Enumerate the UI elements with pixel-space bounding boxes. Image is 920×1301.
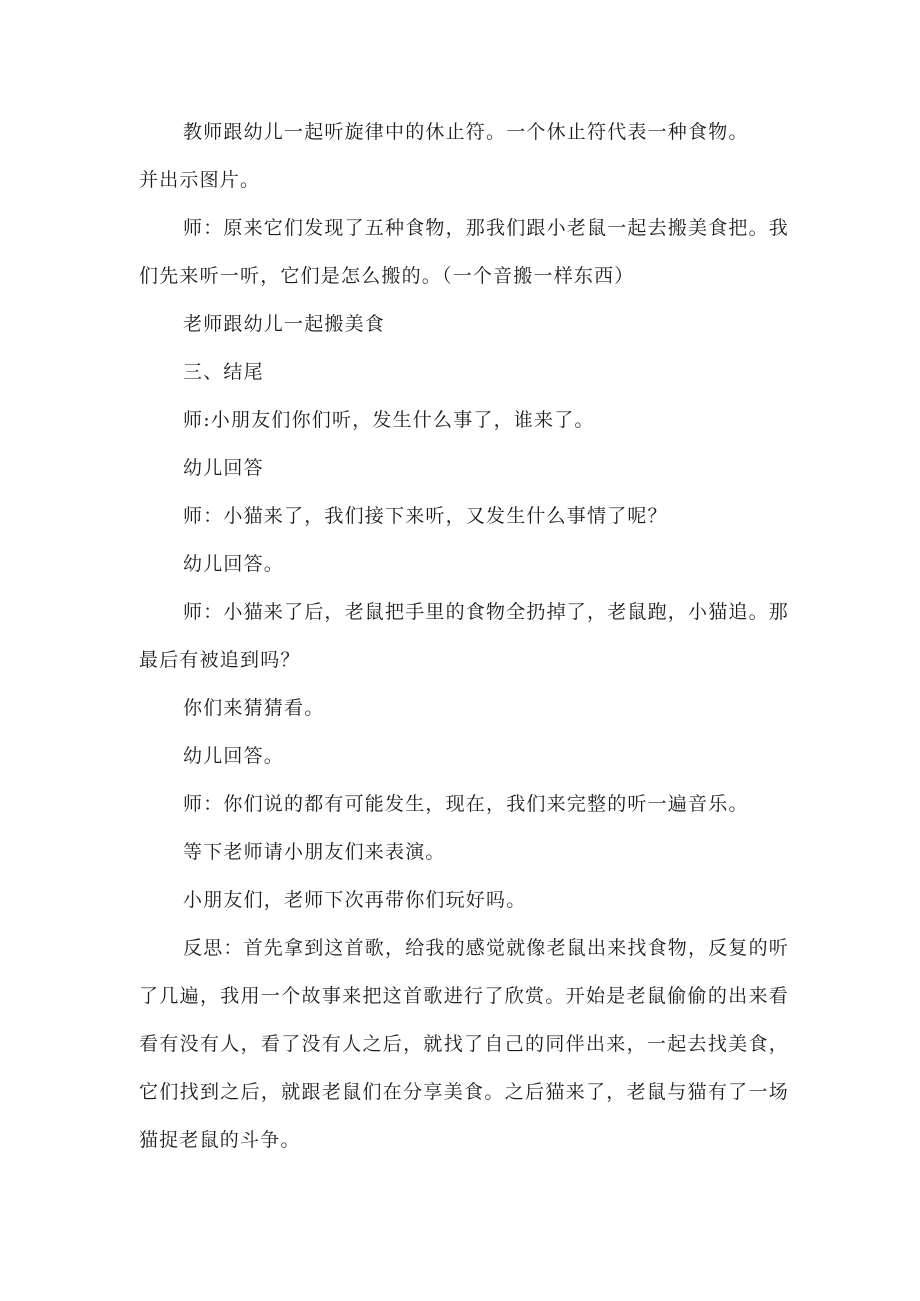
paragraph-12: 幼儿回答。 [183,745,285,767]
document-body [139,108,789,1164]
paragraph-11: 你们来猜猜看。 [183,697,325,719]
paragraph-4: 老师跟幼儿一起搬美食 [183,313,386,335]
paragraph-7: 幼儿回答 [183,457,264,479]
paragraph-15: 小朋友们，老师下次再带你们玩好吗。 [183,889,527,911]
paragraph-3: 师：原来它们发现了五种食物，那我们跟小老鼠一起去搬美食把。我们先来听一听，它们是怎么搬的。（一个音搬一样东西） [139,217,790,287]
paragraph-9: 幼儿回答。 [183,553,285,575]
paragraph-14: 等下老师请小朋友们来表演。 [183,841,446,863]
paragraph-1: 教师跟幼儿一起听旋律中的休止符。一个休止符代表一种食物。 [183,121,749,143]
paragraph-8: 师：小猫来了，我们接下来听，又发生什么事情了呢？ [183,505,668,527]
reflection-paragraph: 反思：首先拿到这首歌，给我的感觉就像老鼠出来找食物，反复的听了几遍，我用一个故事来把这首歌进行了欣赏。开始是老鼠偷偷的出来看看有没有人，看了没有人之后，就找了自己的同伴出来，一起去找美食，它们找到之后，就跟老鼠们在分享美食。之后猫来了，老鼠与猫有了一场猫捉老鼠的斗争。 [139,937,790,1151]
paragraph-6: 师:小朋友们你们听，发生什么事了，谁来了。 [183,409,595,431]
paragraph-2: 并出示图片。 [139,169,261,191]
paragraph-13: 师：你们说的都有可能发生，现在，我们来完整的听一遍音乐。 [183,793,749,815]
section-heading-conclusion: 三、结尾 [183,361,264,383]
paragraph-10: 师：小猫来了后，老鼠把手里的食物全扔掉了，老鼠跑，小猫追。那最后有被追到吗？ [139,601,790,671]
